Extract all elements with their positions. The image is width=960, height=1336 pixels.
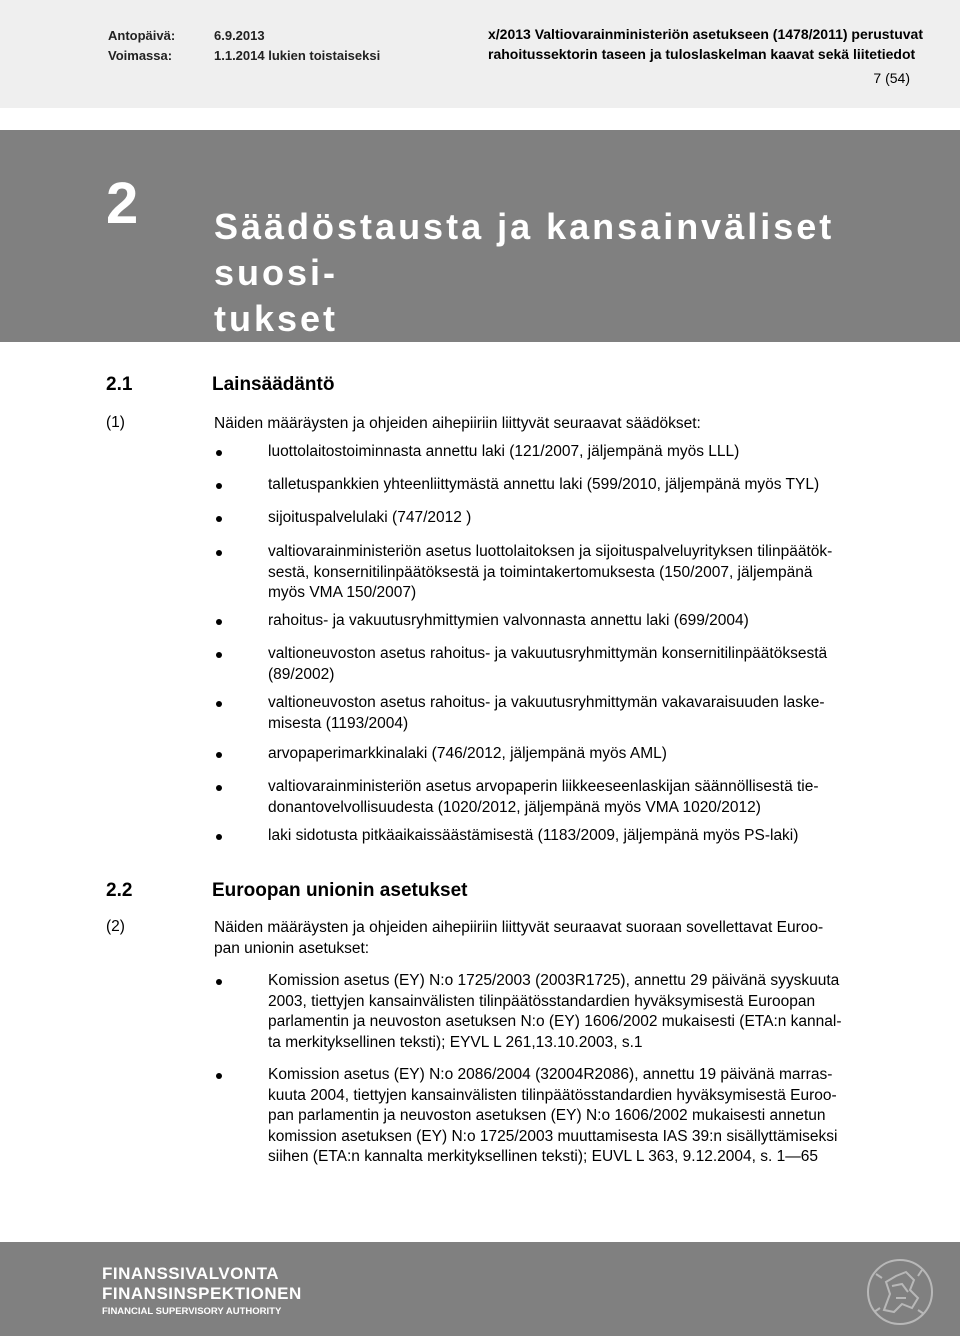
bullet-icon [216,516,222,522]
antopaiva-label: Antopäivä: [108,28,176,43]
footer-banner [0,1242,960,1336]
list-item: valtioneuvoston asetus rahoitus- ja vakuutusryhmittymän konsernitilinpäätöksestä (89/2002) [268,645,828,683]
bullet-icon [216,450,222,456]
chapter-title [214,204,914,342]
lion-emblem-icon [862,1252,938,1332]
document-header [0,0,960,108]
paragraph-intro: Näiden määräysten ja ohjeiden aihepiiriin liittyvät seuraavat säädökset: [214,415,701,432]
paragraph-number: (1) [106,414,125,431]
bullet-icon [216,785,222,791]
bullet-icon [216,652,222,658]
bullet-icon [216,979,222,985]
list-item: rahoitus- ja vakuutusryhmittymien valvonnasta annettu laki (699/2004) [268,612,749,629]
bullet-icon [216,619,222,625]
paragraph-number: (2) [106,918,125,935]
paragraph-intro: Näiden määräysten ja ohjeiden aihepiiriin liittyvät seuraavat suoraan sovellettavat Euroo- pan unionin asetukset: [214,919,824,957]
footer-org-fi: FINANSSIVALVONTA [102,1264,280,1283]
list-item: valtioneuvoston asetus rahoitus- ja vakuutusryhmittymän vakavaraisuuden laske- misesta (1193/2004) [268,694,825,732]
bullet-icon [216,752,222,758]
page-number: 7 (54) [873,70,910,86]
voimassa-value: 1.1.2014 lukien toistaiseksi [214,48,381,63]
chapter-number: 2 [106,171,139,236]
chapter-title-line2: tukset [214,298,339,339]
footer-org-en: FINANCIAL SUPERVISORY AUTHORITY [102,1306,282,1317]
list-item: Komission asetus (EY) N:o 2086/2004 (32004R2086), annettu 19 päivänä marras- kuuta 2004, tiettyjen kansainvälisten tilinpäätösstandardien hyväksymisestä Euroo- pan parlamentin ja neuvoston asetuksen (EY) N:o 1606/2002 mukaisesti annetun komission asetuksen (EY) N:o 1725/2003 muuttamisesta IAS 39:n sisällyttämiseksi siihen (ETA:n kannalta merkityksellinen teksti); EUVL L 363, 9.12.2004, s. 1—65 [268,1066,838,1165]
bullet-icon [216,701,222,707]
list-item: arvopaperimarkkinalaki (746/2012, jäljempänä myös AML) [268,745,667,762]
chapter-title-line1: Säädöstausta ja kansainväliset suosi- [214,206,835,293]
section-title: Euroopan unionin asetukset [212,880,468,901]
bullet-icon [216,834,222,840]
antopaiva-value: 6.9.2013 [214,28,265,43]
document-title-line2: rahoitussektorin taseen ja tuloslaskelman kaavat sekä liitetiedot [488,46,916,62]
section-number: 2.2 [106,880,133,901]
voimassa-label: Voimassa: [108,48,173,63]
section-number: 2.1 [106,374,133,395]
list-item: Komission asetus (EY) N:o 1725/2003 (2003R1725), annettu 29 päivänä syyskuuta 2003, tiettyjen kansainvälisten tilinpäätösstandardien hyväksymisestä Euroopan parlamentin ja neuvoston asetuksen N:o (EY) 1606/2002 mukaisesti (ETA:n kannal- ta merkityksellinen teksti); EYVL L 261,13.10.2003, s.1 [268,972,842,1051]
list-item: valtiovarainministeriön asetus luottolaitoksen ja sijoituspalveluyrityksen tilinpäätök- sestä, konsernitilinpäätöksestä ja toimintakertomuksesta (150/2007, jäljempänä myös VMA 150/2007) [268,543,833,601]
bullet-icon [216,1073,222,1079]
document-title-line1: x/2013 Valtiovarainministeriön asetukseen (1478/2011) perustuvat [488,26,923,42]
list-item: talletuspankkien yhteenliittymästä annettu laki (599/2010, jäljempänä myös TYL) [268,476,820,493]
list-item: sijoituspalvelulaki (747/2012 ) [268,509,472,526]
footer-org-sv: FINANSINSPEKTIONEN [102,1284,302,1303]
section-title: Lainsäädäntö [212,374,335,395]
bullet-icon [216,550,222,556]
bullet-icon [216,483,222,489]
chapter-banner [0,130,960,342]
list-item: luottolaitostoiminnasta annettu laki (121/2007, jäljempänä myös LLL) [268,443,740,460]
list-item: valtiovarainministeriön asetus arvopaperin liikkeeseenlaskijan säännöllisestä tie- donantovelvollisuudesta (1020/2012, jäljempänä myös VMA 1020/2012) [268,778,819,816]
list-item: laki sidotusta pitkäaikaissäästämisestä (1183/2009, jäljempänä myös PS-laki) [268,827,799,844]
